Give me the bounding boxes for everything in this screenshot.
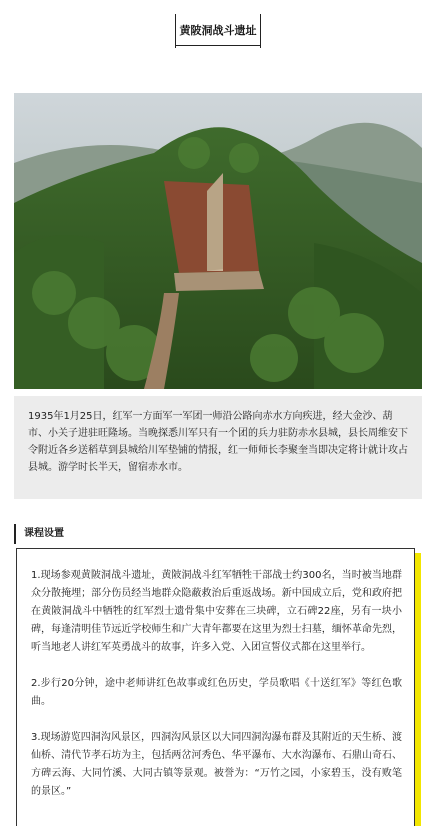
course-card: [16, 548, 415, 826]
title-underline: [175, 45, 261, 46]
section-heading: 课程设置: [14, 524, 64, 544]
memorial-photo-illustration: [14, 93, 422, 389]
memorial-photo: [14, 93, 422, 389]
course-item: 1.现场参观黄陂洞战斗遗址，黄陂洞战斗红军牺牲干部战士约300名，当时被当地群众分散掩埋；部分伤员经当地群众隐蔽救治后重返战场。新中国成立后，党和政府把在黄陂洞战斗中牺牲的红军烈士遗骨集中安葬在三块碑，立石碑22座，另有一块小碑，每逢清明佳节远近学校师生和广大青年都要在这里为烈士扫墓，缅怀革命先烈，听当地老人讲红军英勇战斗的故事，许多入党、入团宣誓仪式都在这里举行。: [31, 570, 402, 653]
page-title: 黄陂洞战斗遗址: [179, 24, 257, 37]
course-item: 3.现场游览四洞沟风景区，四洞沟风景区以大同四洞沟瀑布群及其附近的天生桥、渡仙桥、清代节孝石坊为主，包括两岔河秀色、华平瀑布、大水沟瀑布、石鼎山奇石、方碑云海、大同竹溪、大同古镇等景观。被誉为：“万竹之园，小家碧玉，没有败笔的景区。”: [31, 732, 402, 797]
course-item: 2.步行20分钟，途中老师讲红色故事或红色历史，学员歌唱《十送红军》等红色歌曲。: [31, 678, 402, 707]
title-box: [0, 14, 436, 48]
intro-paragraph: 1935年1月25日，红军一方面军一军团一师沿公路向赤水方向疾进，经大金沙、葫市、小关子进驻旺隆场。当晚探悉川军只有一个团的兵力驻防赤水县城，县长周维安下令附近各乡送稻草到县城给川军垫铺的情报，红一师师长李聚奎当即决定将计就计攻占县城。游学时长半天，留宿赤水市。: [14, 396, 422, 499]
